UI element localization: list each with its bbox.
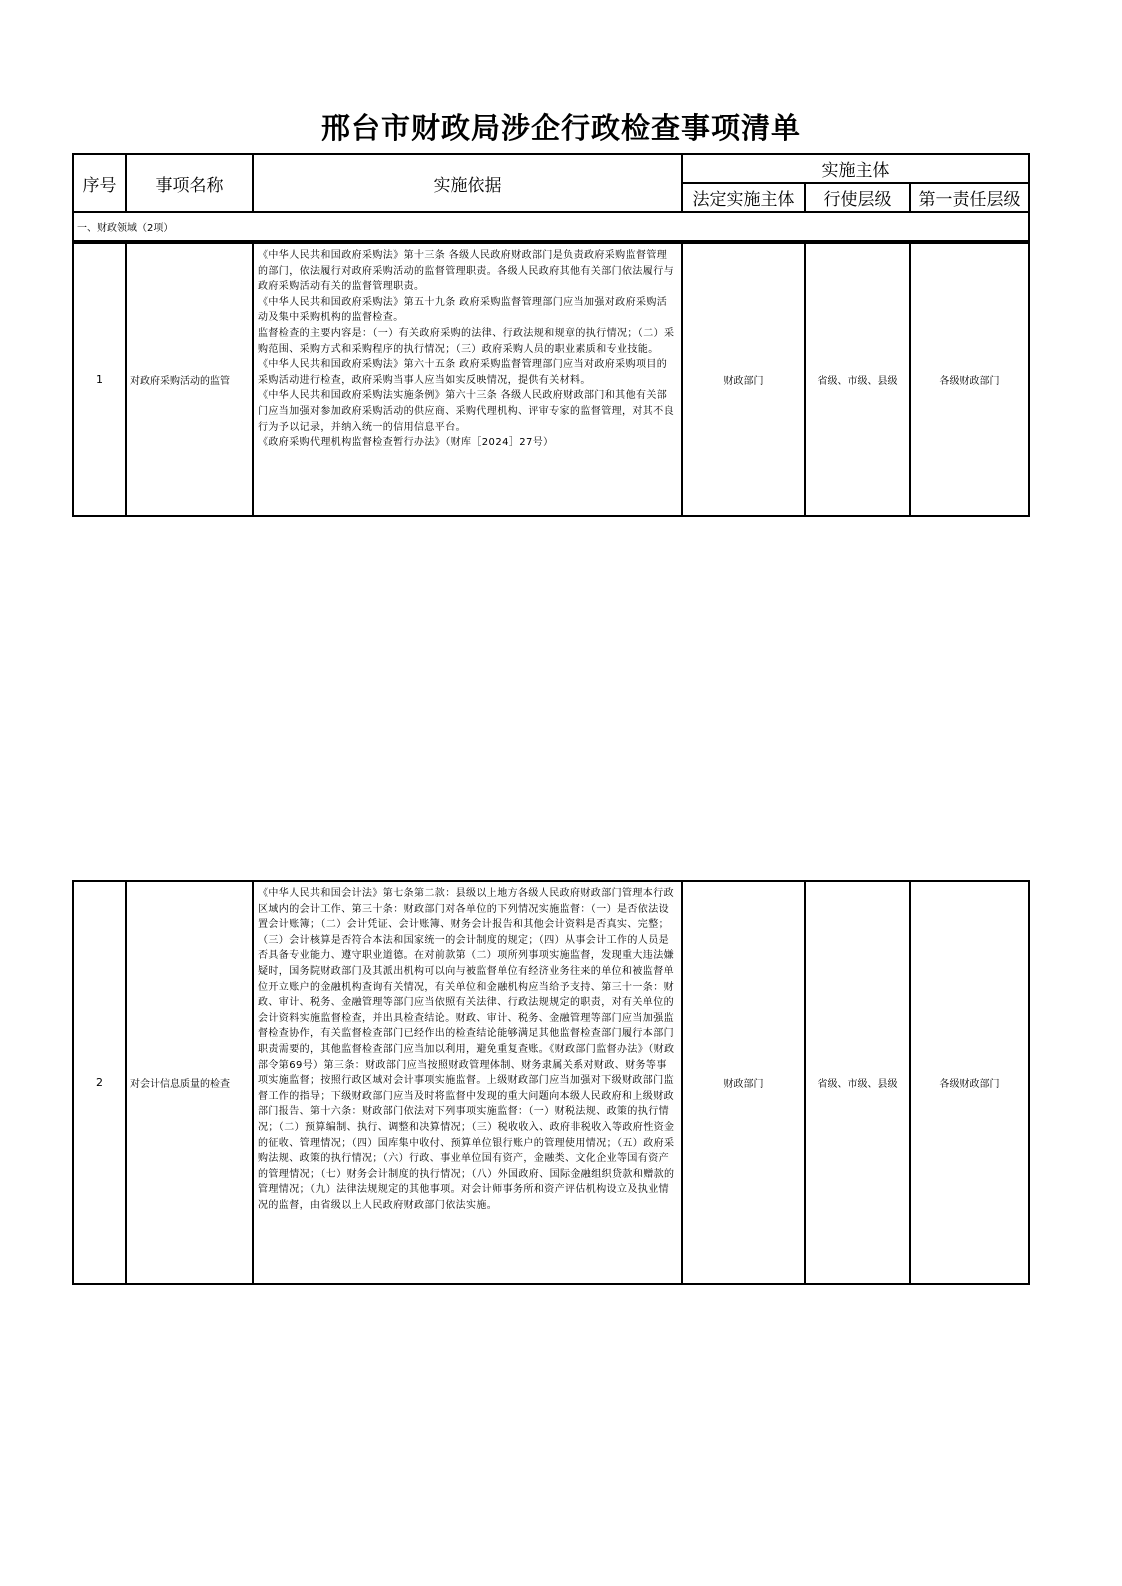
- table-row: [72, 880, 1030, 1285]
- basis-paragraph: 《政府采购代理机构监督检查暂行办法》（财库［2024］27号）: [258, 437, 554, 449]
- header-item-name: 事项名称: [126, 154, 253, 212]
- row-item-name: 对会计信息质量的检查: [126, 881, 253, 1284]
- header-legal-subject: 法定实施主体: [682, 183, 805, 212]
- row-seq: 1: [73, 243, 126, 516]
- row-item-name: 对政府采购活动的监管: [126, 243, 253, 516]
- row-seq: 2: [73, 881, 126, 1284]
- header-first-level: 第一责任层级: [910, 183, 1029, 212]
- document-title: 邢台市财政局涉企行政检查事项清单: [320, 111, 801, 145]
- basis-paragraph: 《中华人民共和国政府采购法》第五十九条 政府采购监督管理部门应当加强对政府采购活动及集中采购机构的监督检查。: [258, 296, 668, 324]
- header-level: 行使层级: [805, 183, 910, 212]
- row-level: 省级、市级、县级: [805, 243, 910, 516]
- header-seq: 序号: [73, 154, 126, 212]
- table-header: [72, 153, 1030, 242]
- row-basis: [253, 243, 682, 516]
- basis-paragraph: 监督检查的主要内容是：（一）有关政府采购的法律、行政法规和规章的执行情况；（二）采购范围、采购方式和采购程序的执行情况；（三）政府采购人员的职业素质和专业技能。: [258, 327, 675, 355]
- basis-paragraph: 《中华人民共和国会计法》第七条第二款：县级以上地方各级人民政府财政部门管理本行政区域内的会计工作、第三十条：财政部门对各单位的下列情况实施监督：（一）是否依法设置会计账簿；（二）会计凭证、会计账簿、财务会计报告和其他会计资料是否真实、完整；（三）会计核算是否符合本法和国家统一的会计制度的规定；（四）从事会计工作的人员是否具备专业能力、遵守职业道德。在对前款第（二）项所列事项实施监督，发现重大违法嫌疑时，国务院财政部门及其派出机构可以向与被监督单位有经济业务往来的单位和被监督单位开立账户的金融机构查询有关情况，有关单位和金融机构应当给予支持、第三十一条：财政、审计、税务、金融管理等部门应当依照有关法律、行政法规规定的职责，对有关单位的会计资料实施监督检查，并出具检查结论。财政、审计、税务、金融管理等部门应当加强监督检查协作，有关监督检查部门已经作出的检查结论能够满足其他监督检查部门履行本部门职责需要的，其他监督检查部门应当加以利用，避免重复查账。《财政部门监督办法》（财政部令第69号）第三条：财政部门应当按照财政管理体制、财务隶属关系对财政、财务等事项实施监督；按照行政区域对会计事项实施监督。上级财政部门应当加强对下级财政部门监督工作的指导；下级财政部门应当及时将监督中发现的重大问题向本级人民政府和上级财政部门报告、第十六条：财政部门依法对下列事项实施监督：（一）财税法规、政策的执行情况；（二）预算编制、执行、调整和决算情况；（三）税收收入、政府非税收入等政府性资金的征收、管理情况；（四）国库集中收付、预算单位银行账户的管理使用情况；（五）政府采购法规、政策的执行情况；（六）行政、事业单位国有资产，金融类、文化企业等国有资产的管理情况；（七）财务会计制度的执行情况；（八）外国政府、国际金融组织贷款和赠款的管理情况；（九）法律法规规定的其他事项。对会计师事务所和资产评估机构设立及执业情况的监督，由省级以上人民政府财政部门依法实施。: [258, 888, 675, 1211]
- basis-paragraph: 《中华人民共和国政府采购法》第六十五条 政府采购监督管理部门应当对政府采购项目的采购活动进行检查，政府采购当事人应当如实反映情况，提供有关材料。: [258, 359, 668, 386]
- table-row: [72, 242, 1030, 517]
- row-first-level: 各级财政部门: [910, 881, 1029, 1284]
- section-label: 一、财政领域（2项）: [73, 212, 1029, 241]
- row-level: 省级、市级、县级: [805, 881, 910, 1284]
- header-subject: 实施主体: [682, 154, 1029, 183]
- row-first-level: 各级财政部门: [910, 243, 1029, 516]
- row-legal-subject: 财政部门: [682, 881, 805, 1284]
- header-basis: 实施依据: [253, 154, 682, 212]
- row-basis: [253, 881, 682, 1284]
- row-legal-subject: 财政部门: [682, 243, 805, 516]
- basis-paragraph: 《中华人民共和国政府采购法》第十三条 各级人民政府财政部门是负责政府采购监督管理的部门，依法履行对政府采购活动的监督管理职责。各级人民政府其他有关部门依法履行与政府采购活动有关的监督管理职责。: [258, 250, 674, 293]
- basis-paragraph: 《中华人民共和国政府采购法实施条例》第六十三条 各级人民政府财政部门和其他有关部门应当加强对参加政府采购活动的供应商、采购代理机构、评审专家的监督管理，对其不良行为予以记录，并纳入统一的信用信息平台。: [258, 390, 674, 433]
